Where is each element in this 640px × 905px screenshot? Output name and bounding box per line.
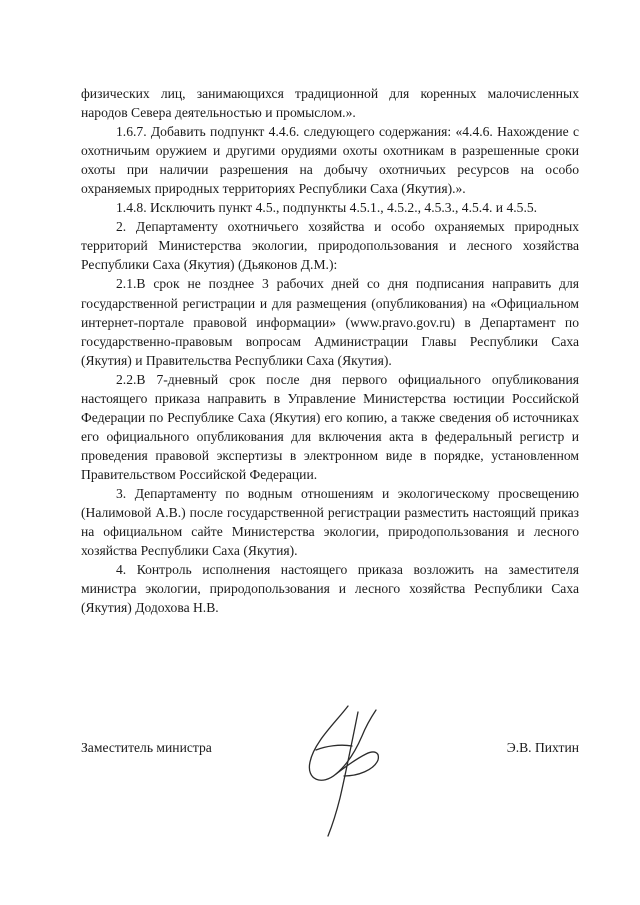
paragraph-4: 4. Контроль исполнения настоящего приказа возложить на заместителя министра экологии, природопользования и лесного хозяйства Республики Саха (Якутия) Додохова Н.В. — [81, 562, 579, 616]
paragraph-continuation: физических лиц, занимающихся традиционной для коренных малочисленных народов Севера деятельностью и промыслом.». — [81, 86, 579, 121]
paragraph-1-4-8: 1.4.8. Исключить пункт 4.5., подпункты 4.5.1., 4.5.2., 4.5.3., 4.5.4. и 4.5.5. — [116, 200, 538, 216]
paragraph-2: 2. Департаменту охотничьего хозяйства и особо охраняемых природных территорий Министерства экологии, природопользования и лесного хозяйства Республики Саха (Якутия) (Дьяконов Д.М.): — [81, 219, 579, 273]
document-body — [81, 84, 579, 617]
paragraph-2-1: 2.1.В срок не позднее 3 рабочих дней со дня подписания направить для государственной регистрации и для размещения (опубликования) на «Официальном интернет-портале правовой информации» (www.pravo.gov.ru) в Департамент по государственно-правовым вопросам Администрации Главы Республики Саха (Якутия) и Правительства Республики Саха (Якутия). — [81, 276, 579, 368]
signatory-title: Заместитель министра — [81, 740, 212, 755]
paragraph-1-6-7: 1.6.7. Добавить подпункт 4.4.6. следующего содержания: «4.4.6. Нахождение с охотничьим оружием и другими орудиями охоты охотникам в разрешенные сроки охоты при наличии разрешения на добычу охотничьих ресурсов на особо охраняемых природных территориях Республики Саха (Якутия).». — [81, 124, 579, 197]
signatory-name: Э.В. Пихтин — [506, 740, 579, 755]
paragraph-2-2: 2.2.В 7-дневный срок после дня первого официального опубликования настоящего приказа направить в Управление Министерства юстиции Российской Федерации по Республике Саха (Якутия) его копию, а также сведения об источниках его официального опубликования для включения акта в федеральный регистр и проведения правовой экспертизы в электронном виде в порядке, установленном Правительством Российской Федерации. — [81, 371, 579, 482]
handwritten-signature — [296, 702, 386, 838]
paragraph-3: 3. Департаменту по водным отношениям и экологическому просвещению (Налимовой А.В.) после государственной регистрации разместить настоящий приказ на официальном сайте Министерства экологии, природопользования и лесного хозяйства Республики Саха (Якутия). — [81, 485, 579, 559]
